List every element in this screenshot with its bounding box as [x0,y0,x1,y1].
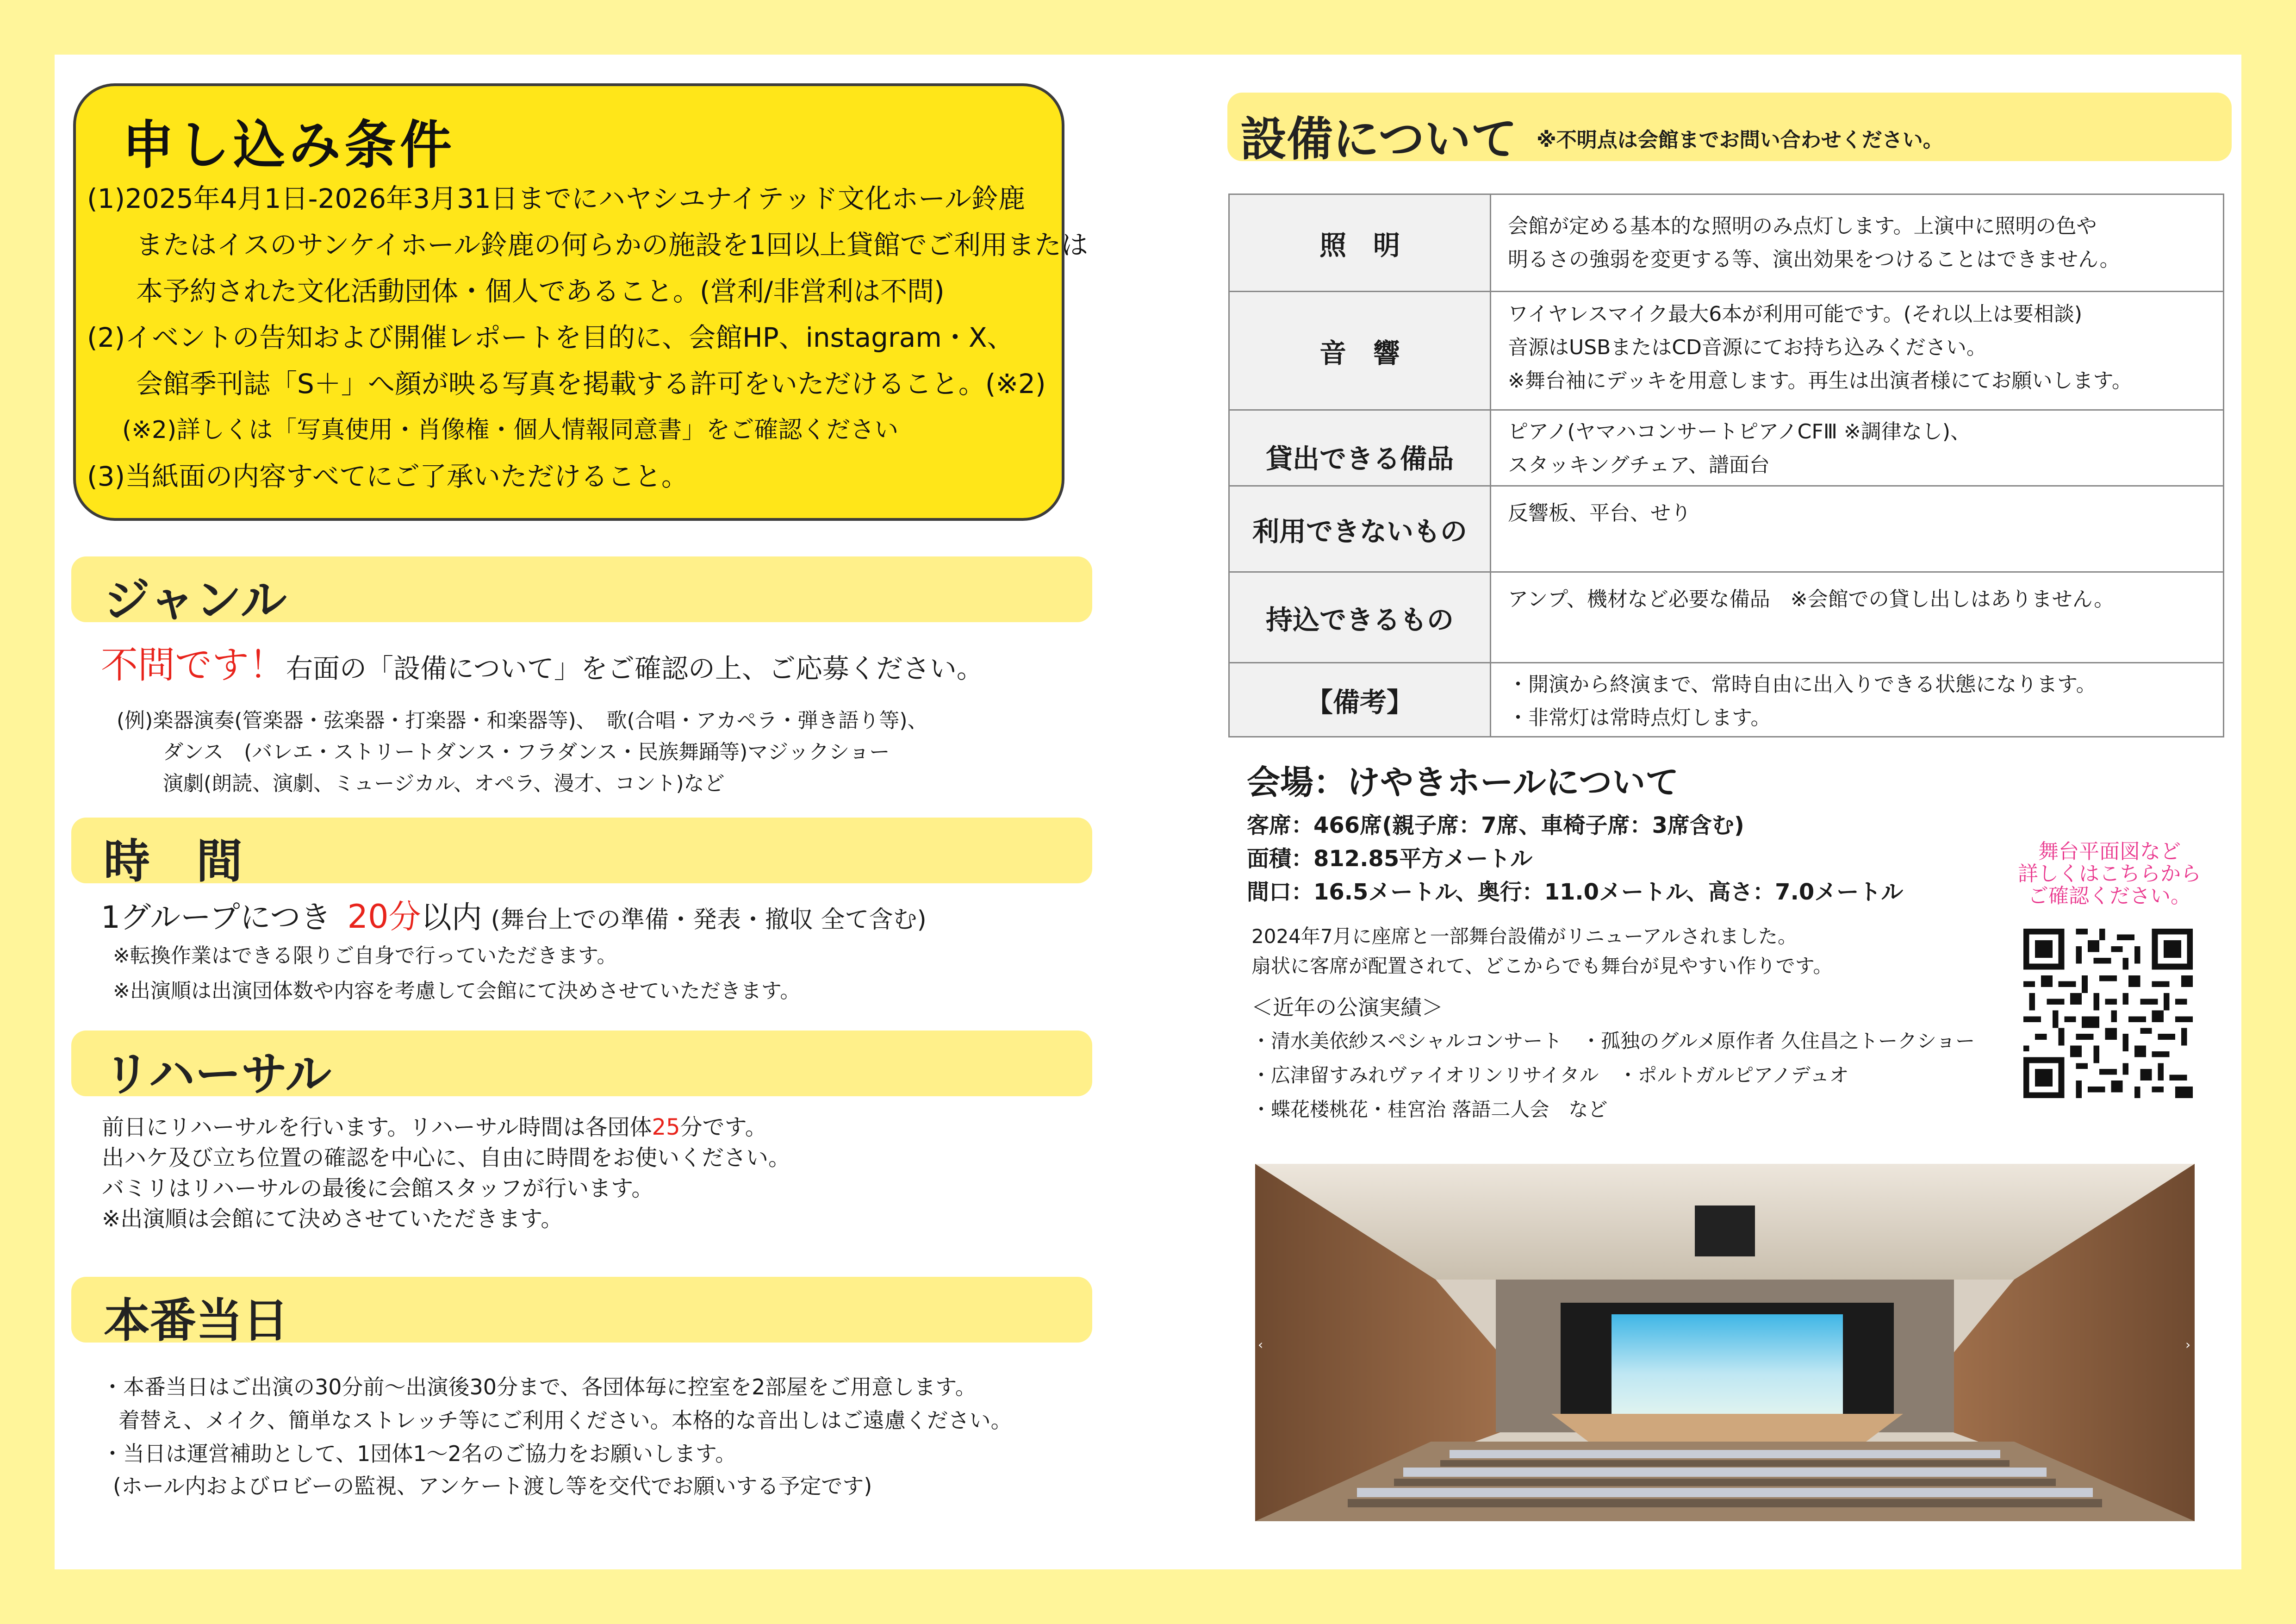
time-lead-note: (舞台上での準備・発表・撤収 全て含む) [491,906,927,934]
day-title: 本番当日 [104,1293,289,1348]
rehearsal-line: バミリはリハーサルの最後に会館スタッフが行います。 [102,1175,654,1201]
equipment-note: ※不明点は会館までお問い合わせください。 [1537,128,1943,152]
venue-spec: 間口：16.5メートル、奥行：11.0メートル、高さ：7.0メートル [1247,879,1904,905]
genre-highlight: 不問です！ [101,643,286,687]
equipment-key-unavailable: 利用できないもの [1229,486,1491,572]
table-row [1229,572,2224,663]
equipment-value-unavailable [1491,486,2224,572]
photo-next-arrow: › [2185,1337,2191,1352]
equipment-key-remarks: 【備考】 [1229,663,1491,737]
conditions-title: 申し込み条件 [122,115,455,175]
qr-caption [1998,841,2221,907]
equipment-value-rental [1491,410,2224,486]
genre-title: ジャンル [104,573,287,627]
time-lead-b: 以内 [421,899,482,935]
equipment-value-sound [1491,292,2224,410]
time-note: ※転換作業はできる限りご自身で行っていただきます。 [113,944,617,968]
conditions-line: 本予約された文化活動団体・個人であること。(営利/非営利は不問) [136,275,945,307]
equipment-key-lighting: 照 明 [1229,194,1491,292]
conditions-line: (3)当紙面の内容すべてにご了承いただけること。 [87,461,688,492]
rehearsal-heading-bar [71,1031,1092,1101]
table-row [1229,292,2224,410]
equipment-value-bring-in [1491,572,2224,663]
time-lead-a: 1グループにつき [101,899,331,935]
time-duration: 20分 [347,898,421,936]
rehearsal-line: ※出演順は会館にて決めさせていただきます。 [102,1206,563,1232]
table-row [1229,663,2224,737]
venue-history-item: ・蝶花楼桃花・桂宮治 落語二人会 など [1251,1098,1608,1121]
qr-caption-line: ご確認ください。 [2028,884,2191,908]
venue-spec: 面積：812.85平方メートル [1247,846,1533,872]
rehearsal-duration: 25 [652,1114,680,1140]
time-lead [101,891,927,937]
venue-renewal: 扇状に客席が配置されて、どこからでも舞台が見やすい作りです。 [1251,955,1833,977]
table-row [1229,486,2224,572]
qr-caption-line: 舞台平面図など [2038,840,2181,863]
day-line: ・本番当日はご出演の30分前～出演後30分まで、各団体毎に控室を2部屋をご用意します。 [102,1374,977,1399]
table-cell-line: ※舞台袖にデッキを用意します。再生は出演者様にてお願いします。 [1508,369,2132,393]
conditions-line: (2)イベントの告知および開催レポートを目的に、会館HP、instagram・X、 [87,322,1014,353]
genre-lead [101,635,983,688]
equipment-key-sound: 音 響 [1229,292,1491,410]
table-row [1229,410,2224,486]
conditions-line: (1)2025年4月1日-2026年3月31日までにハヤシユナイテッド文化ホール鈴鹿 [87,183,1026,214]
equipment-value-remarks [1491,663,2224,737]
table-cell-line: ピアノ(ヤマハコンサートピアノCFⅢ ※調律なし)、 [1508,420,1971,443]
hall-illustration [1255,1164,2195,1521]
rehearsal-line: 出ハケ及び立ち位置の確認を中心に、自由に時間をお使いください。 [102,1145,791,1171]
day-line: 着替え、メイク、簡単なストレッチ等にご利用ください。本格的な音出しはご遠慮ください。 [118,1408,1012,1433]
table-cell-line: スタッキングチェア、譜面台 [1508,453,1770,477]
rehearsal-title: リハーサル [104,1047,331,1101]
equipment-table [1228,194,2224,737]
table-cell-line: ワイヤレスマイク最大6本が利用可能です。(それ以上は要相談) [1508,302,2083,326]
genre-heading-bar [71,556,1092,627]
photo-prev-arrow: ‹ [1258,1337,1263,1352]
genre-lead-text: 右面の「設備について」をご確認の上、ご応募ください。 [286,653,983,684]
time-heading-bar [71,818,1092,888]
venue-history-title: ＜近年の公演実績＞ [1251,995,1443,1020]
table-cell-line: 音源はUSBまたはCD音源にてお持ち込みください。 [1508,336,1987,359]
table-cell-line: アンプ、機材など必要な備品 ※会館での貸し出しはありません。 [1508,587,2115,611]
table-cell-line: 反響板、平台、せり [1508,501,1691,525]
genre-example: (例)楽器演奏(管楽器・弦楽器・打楽器・和楽器等)、 歌(合唱・アカペラ・弾き語り等)、 [117,709,928,732]
genre-example: ダンス (バレエ・ストリートダンス・フラダンス・民族舞踊等)マジックショー [163,740,890,764]
conditions-box [73,83,1089,521]
qr-code-icon[interactable] [2023,929,2193,1098]
conditions-line: 会館季刊誌「S＋」へ顔が映る写真を掲載する許可をいただけること。(※2) [136,368,1046,400]
day-line: (ホール内およびロビーの監視、アンケート渡し等を交代でお願いする予定です) [113,1474,872,1499]
day-line: ・当日は運営補助として、1団体1～2名のご協力をお願いします。 [102,1441,737,1466]
venue-title: 会場：けやきホールについて [1247,763,1679,802]
table-cell-line: 明るさの強弱を変更する等、演出効果をつけることはできません。 [1508,248,2120,271]
table-cell-line: ・非常灯は常時点灯します。 [1508,706,1771,730]
venue-spec: 客席：466席(親子席：7席、車椅子席：3席含む) [1247,812,1744,838]
venue-history-item: ・広津留すみれヴァイオリンリサイタル ・ポルトガルピアノデュオ [1251,1064,1849,1087]
equipment-value-lighting [1491,194,2224,292]
conditions-line: またはイスのサンケイホール鈴鹿の何らかの施設を1回以上貸館でご利用または [136,229,1089,261]
venue-history-item: ・清水美依紗スペシャルコンサート ・孤独のグルメ原作者 久住昌之トークショー [1251,1030,1975,1052]
conditions-note: (※2)詳しくは「写真使用・肖像権・個人情報同意書」をご確認ください [122,416,899,444]
qr-caption-line: 詳しくはこちらから [2018,862,2201,886]
rehearsal-line1-b: 分です。 [680,1114,767,1140]
genre-example: 演劇(朗読、演劇、ミュージカル、オペラ、漫才、コント)など [163,772,725,795]
rehearsal-line1-a: 前日にリハーサルを行います。リハーサル時間は各団体 [102,1114,652,1140]
hall-photo [1255,1164,2195,1521]
equipment-key-bring-in: 持込できるもの [1229,572,1491,663]
time-title: 時 間 [104,834,243,888]
equipment-key-rental: 貸出できる備品 [1229,410,1491,486]
table-row [1229,194,2224,292]
day-heading-bar [71,1277,1092,1348]
equipment-heading-bar [1227,93,2232,166]
table-cell-line: ・開演から終演まで、常時自由に出入りできる状態になります。 [1508,673,2097,696]
rehearsal-line [102,1109,767,1141]
time-note: ※出演順は出演団体数や内容を考慮して会館にて決めさせていただきます。 [113,979,801,1003]
equipment-title: 設備について [1240,112,1517,166]
venue-renewal: 2024年7月に座席と一部舞台設備がリニューアルされました。 [1251,925,1797,948]
table-cell-line: 会館が定める基本的な照明のみ点灯します。上演中に照明の色や [1508,214,2097,238]
